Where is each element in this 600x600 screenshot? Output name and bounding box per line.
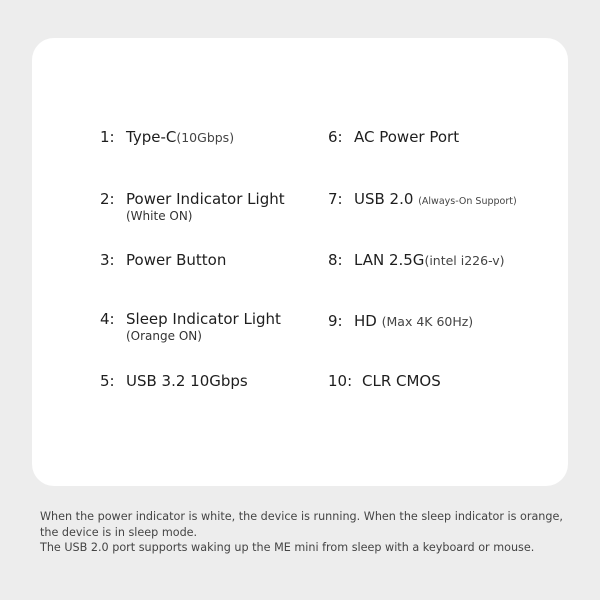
port-number: 10: bbox=[328, 372, 353, 390]
port-item-9 bbox=[328, 311, 473, 332]
port-item-2 bbox=[100, 189, 285, 224]
port-label: LAN 2.5G bbox=[354, 251, 425, 269]
footer-note-indicators: When the power indicator is white, the device is running. When the sleep indicator is orange, the device is in sleep mode. bbox=[40, 510, 563, 539]
port-sub-note: (White ON) bbox=[126, 209, 193, 223]
port-legend-card bbox=[32, 38, 568, 486]
port-number: 4: bbox=[100, 310, 115, 328]
port-label: AC Power Port bbox=[354, 128, 460, 146]
footer-note-usb-wake: The USB 2.0 port supports waking up the ME mini from sleep with a keyboard or mouse. bbox=[40, 541, 535, 554]
port-item-1 bbox=[100, 127, 234, 148]
port-number: 7: bbox=[328, 190, 343, 208]
port-item-6 bbox=[328, 127, 459, 147]
port-sub-note: (Orange ON) bbox=[126, 329, 202, 343]
port-label: Power Button bbox=[126, 251, 227, 269]
port-label: CLR CMOS bbox=[362, 372, 441, 390]
port-item-7 bbox=[328, 189, 517, 212]
footer-notes bbox=[40, 509, 570, 556]
port-label: Power Indicator Light bbox=[126, 190, 285, 208]
port-number: 3: bbox=[100, 251, 115, 269]
port-note: (Always-On Support) bbox=[418, 196, 517, 207]
port-number: 6: bbox=[328, 128, 343, 146]
port-number: 9: bbox=[328, 312, 343, 330]
port-number: 8: bbox=[328, 251, 343, 269]
port-note: (intel i226-v) bbox=[424, 253, 505, 268]
port-note: (Max 4K 60Hz) bbox=[381, 314, 474, 329]
port-label: HD bbox=[354, 312, 377, 330]
port-label: USB 3.2 10Gbps bbox=[126, 372, 248, 390]
port-number: 1: bbox=[100, 128, 115, 146]
port-item-3 bbox=[100, 250, 226, 270]
port-item-10 bbox=[328, 371, 441, 391]
port-item-8 bbox=[328, 250, 505, 271]
port-item-4 bbox=[100, 309, 281, 344]
port-note: (10Gbps) bbox=[176, 130, 235, 145]
port-item-5 bbox=[100, 371, 248, 391]
port-label: Type-C bbox=[126, 128, 177, 146]
port-label: USB 2.0 bbox=[354, 190, 414, 208]
port-label: Sleep Indicator Light bbox=[126, 310, 281, 328]
port-number: 5: bbox=[100, 372, 115, 390]
port-number: 2: bbox=[100, 190, 115, 208]
